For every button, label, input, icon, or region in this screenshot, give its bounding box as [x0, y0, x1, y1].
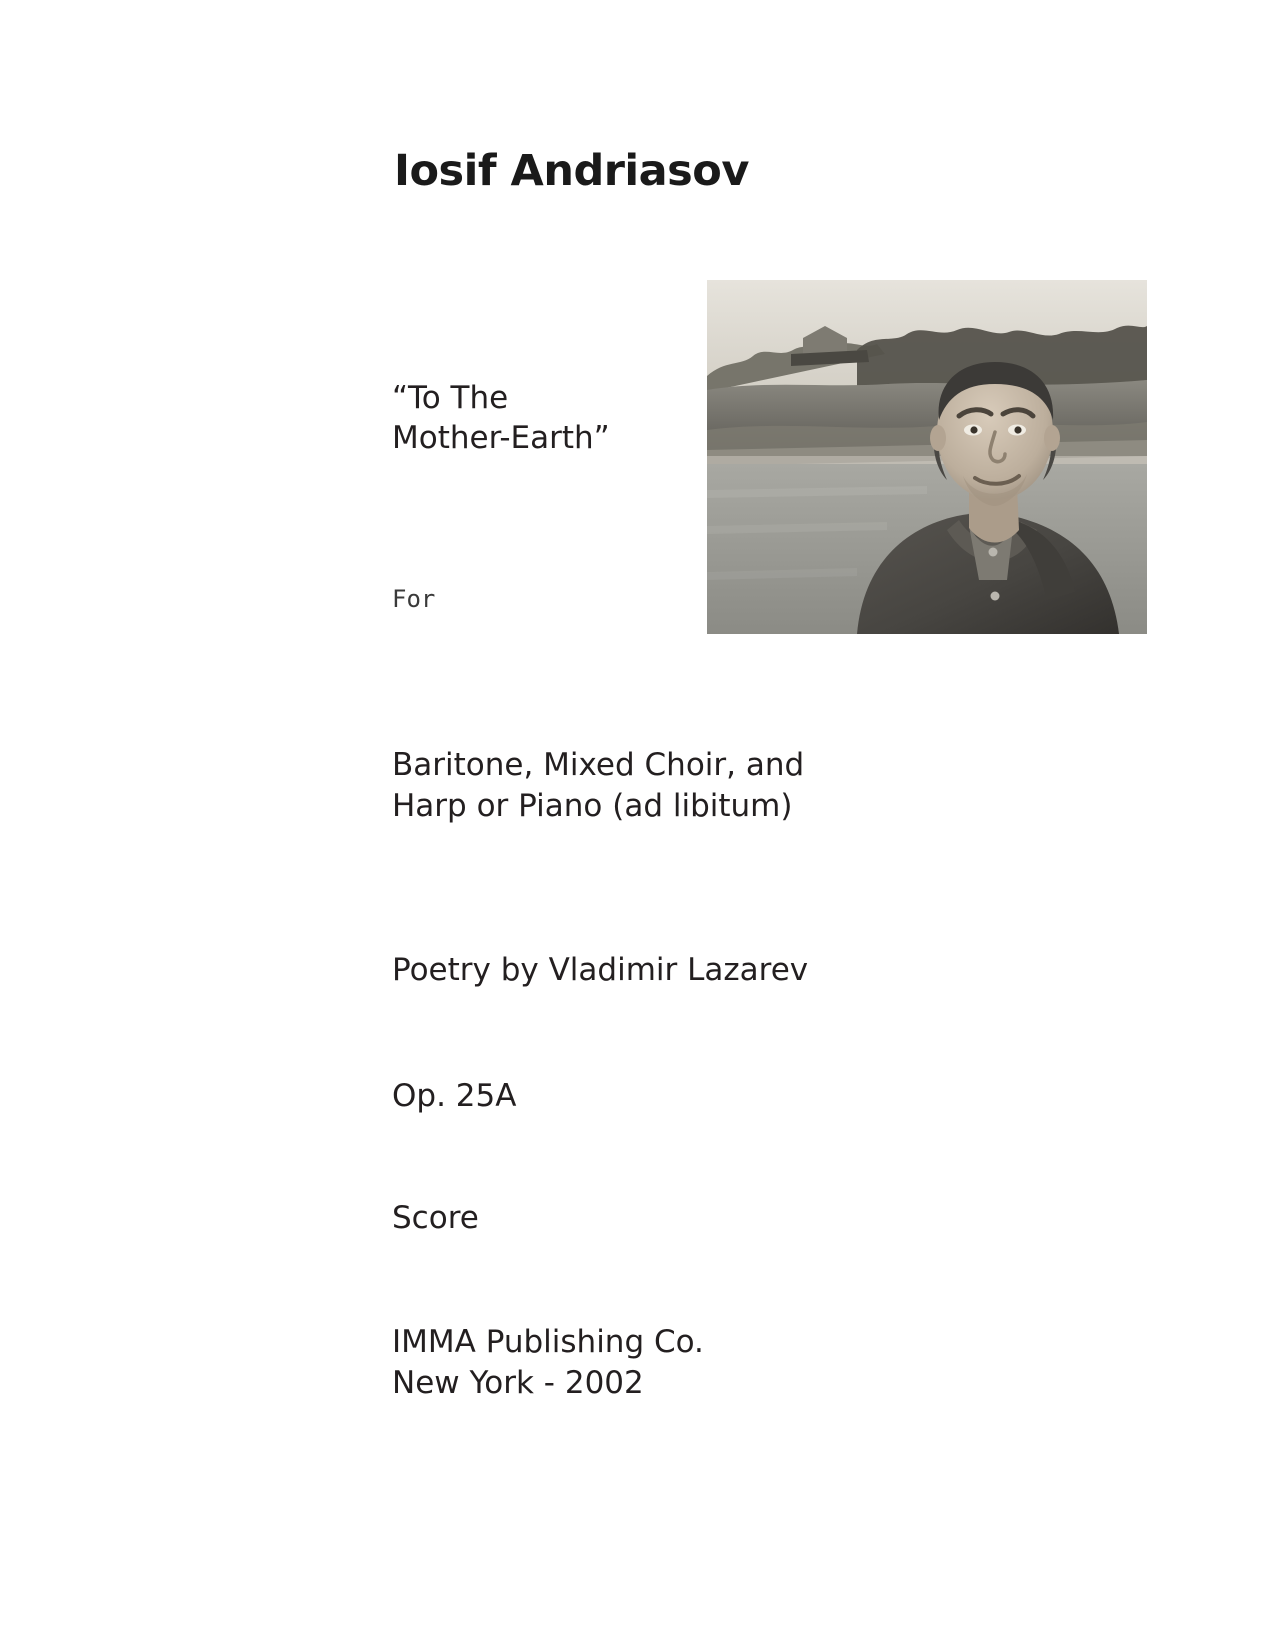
opus-number: Op. 25A — [392, 1078, 517, 1114]
portrait-illustration — [707, 280, 1147, 634]
composer-name: Iosif Andriasov — [394, 146, 749, 196]
work-title-line-2: Mother-Earth” — [392, 420, 610, 456]
instrumentation-line-2: Harp or Piano (ad libitum) — [392, 788, 793, 824]
instrumentation — [392, 745, 804, 827]
score-type: Score — [392, 1200, 479, 1236]
poetry-credit: Poetry by Vladimir Lazarev — [392, 952, 809, 988]
for-label: For — [392, 585, 436, 613]
work-title-line-1: “To The — [392, 380, 509, 416]
composer-portrait-photo — [707, 280, 1147, 634]
publisher-place-year: New York - 2002 — [392, 1365, 644, 1401]
publisher-name: IMMA Publishing Co. — [392, 1324, 704, 1360]
publisher-block — [392, 1322, 704, 1404]
work-title — [392, 378, 610, 458]
instrumentation-line-1: Baritone, Mixed Choir, and — [392, 747, 805, 783]
